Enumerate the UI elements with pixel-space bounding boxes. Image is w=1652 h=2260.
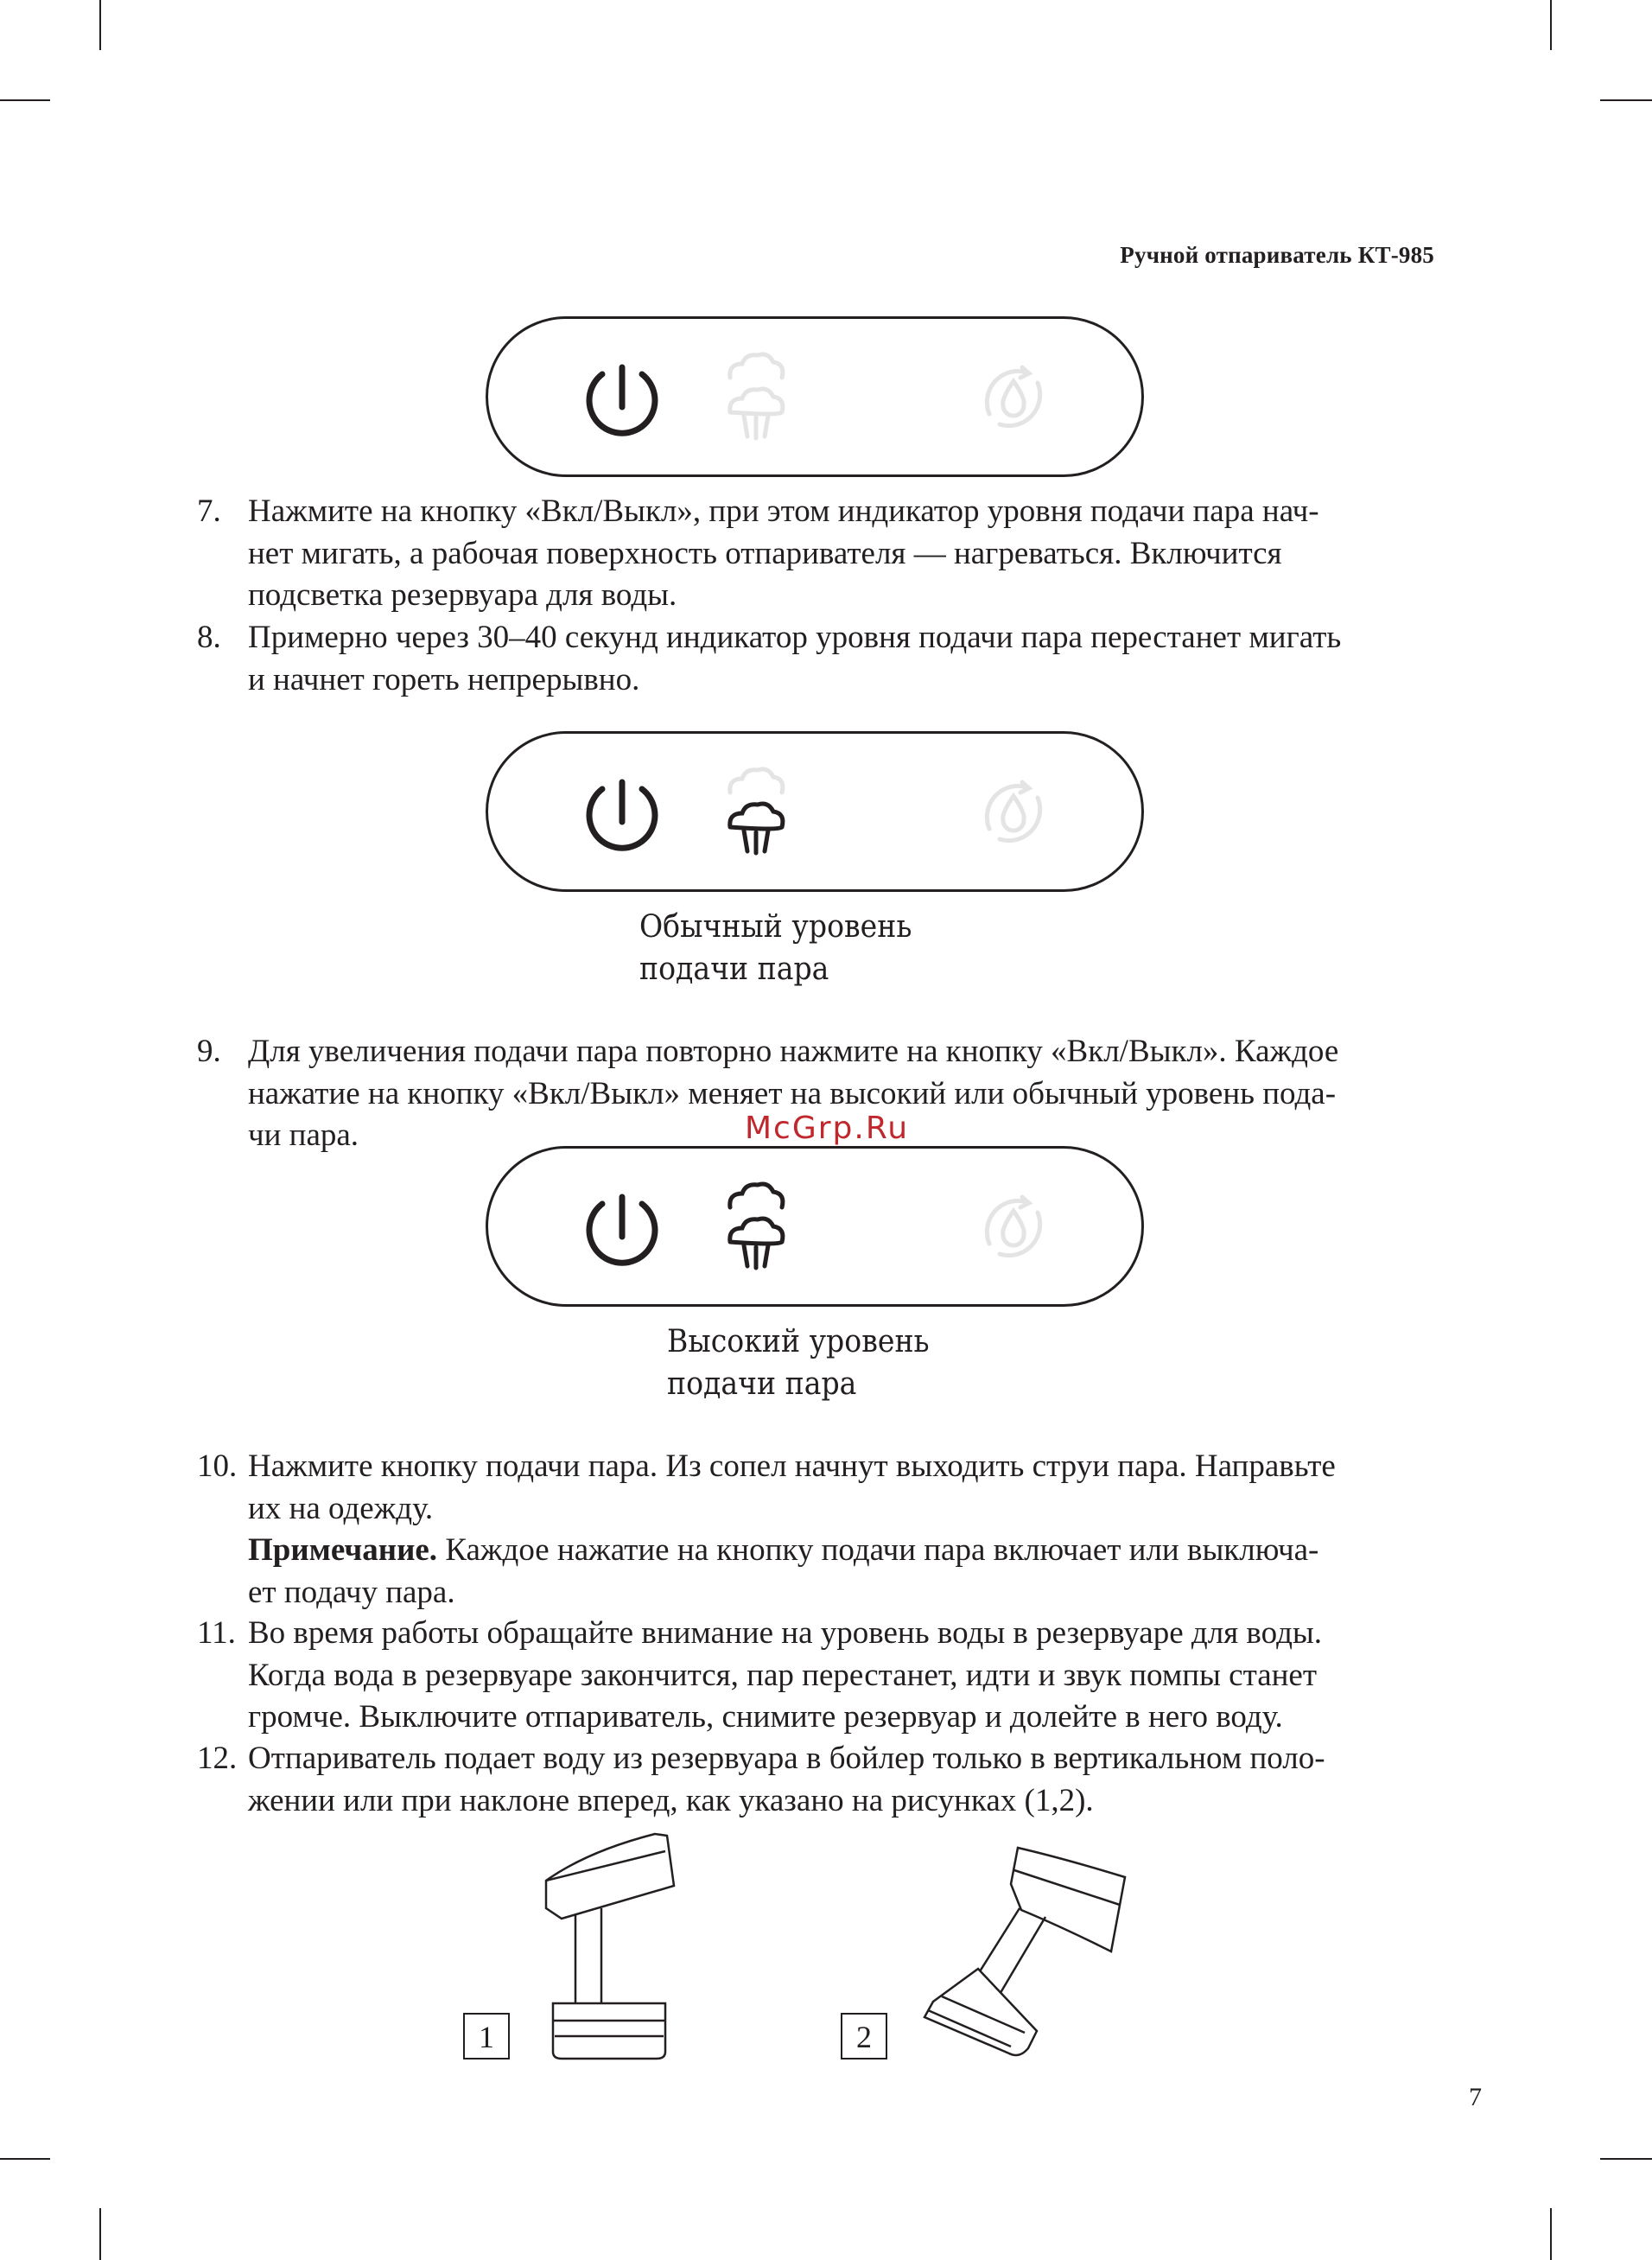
- step-number: 8.: [197, 620, 221, 655]
- step-text: Нажмите кнопку подачи пара. Из сопел начнут выходить струи пара. Направьте их на одежду.: [248, 1448, 1336, 1526]
- crop-mark: [99, 0, 101, 50]
- steam-level-icon: [713, 734, 799, 889]
- descale-icon: [970, 1149, 1057, 1304]
- step-number: 12.: [197, 1741, 238, 1776]
- steam-level-icon: [713, 319, 799, 474]
- step-text: Для увеличения подачи пара повторно нажмите на кнопку «Вкл/Выкл». Каждое нажатие на кнопку «Вкл/Выкл» меняет на высокий или обычный уровень пода- чи пара.: [248, 1034, 1339, 1153]
- steam-level-icon: [713, 1149, 799, 1304]
- step-text: Нажмите на кнопку «Вкл/Выкл», при этом индикатор уровня подачи пара нач- нет мигать, а рабочая поверхность отпаривателя — нагреваться. Включится подсветка резервуара для воды.: [248, 493, 1319, 613]
- watermark: McGrp.Ru: [745, 1111, 910, 1146]
- caption-line: Высокий уровень: [667, 1324, 930, 1359]
- descale-icon: [970, 734, 1057, 889]
- step-text: Отпариватель подает воду из резервуара в бойлер только в вертикальном поло- жении или при наклоне вперед, как указано на рисунках (1,2).: [248, 1741, 1325, 1818]
- power-icon: [575, 319, 670, 474]
- caption-line: подачи пара: [667, 1366, 857, 1402]
- control-panel-normal-steam: [486, 731, 1144, 892]
- note-text: Каждое нажатие на кнопку подачи пара включает или выключа- ет подачу пара.: [248, 1532, 1319, 1610]
- crop-mark: [0, 2158, 50, 2160]
- steamer-tilted-illustration: [907, 1832, 1132, 2074]
- step-number: 11.: [197, 1615, 236, 1651]
- step-text: Примерно через 30–40 секунд индикатор уровня подачи пара перестанет мигать и начнет гореть непрерывно.: [248, 620, 1342, 697]
- caption-normal-steam: [639, 906, 912, 990]
- step-text: Во время работы обращайте внимание на уровень воды в резервуаре для воды. Когда вода в резервуаре закончится, пар перестанет, идти и звук помпы станет громче. Выключите отпариватель, снимите резервуар и долейте в него воду.: [248, 1615, 1323, 1735]
- page-number: 7: [1469, 2083, 1482, 2111]
- caption-line: подачи пара: [639, 952, 829, 987]
- crop-mark: [1600, 99, 1652, 101]
- crop-mark: [1600, 2158, 1652, 2160]
- step-number: 9.: [197, 1034, 221, 1069]
- page-header: Ручной отпариватель КТ-985: [1120, 242, 1434, 268]
- power-icon: [575, 1149, 670, 1304]
- step-number: 10.: [197, 1448, 238, 1484]
- figure-label-1: 1: [463, 2013, 510, 2059]
- descale-icon: [970, 319, 1057, 474]
- caption-high-steam: [667, 1321, 930, 1405]
- crop-mark: [1550, 2208, 1552, 2260]
- control-panel-initial: [486, 316, 1144, 477]
- control-panel-high-steam: [486, 1146, 1144, 1307]
- note-label: Примечание.: [248, 1532, 438, 1568]
- steamer-vertical-illustration: [536, 1825, 691, 2067]
- step-number: 7.: [197, 493, 221, 529]
- figure-label-2: 2: [841, 2013, 887, 2059]
- crop-mark: [0, 99, 50, 101]
- power-icon: [575, 734, 670, 889]
- caption-line: Обычный уровень: [639, 909, 912, 945]
- crop-mark: [99, 2208, 101, 2260]
- crop-mark: [1550, 0, 1552, 50]
